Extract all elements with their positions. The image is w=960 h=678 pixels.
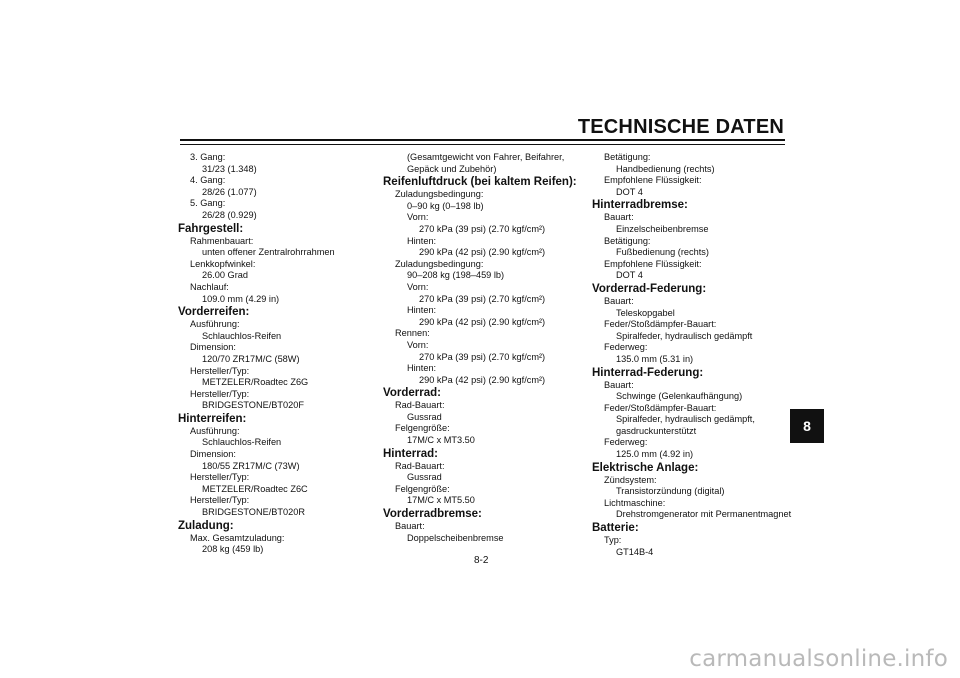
- section-heading: Batterie:: [592, 522, 639, 535]
- spec-value: Gussrad: [407, 411, 442, 422]
- spec-value: 31/23 (1.348): [202, 163, 257, 174]
- spec-label: Hersteller/Typ:: [190, 365, 250, 376]
- spec-label: Max. Gesamtzuladung:: [190, 532, 285, 543]
- spec-value: gasdruckunterstützt: [616, 425, 697, 436]
- page-title: TECHNISCHE DATEN: [577, 116, 784, 138]
- section-heading: Hinterrad:: [383, 447, 438, 460]
- spec-value: 270 kPa (39 psi) (2.70 kgf/cm²): [419, 293, 546, 304]
- spec-value: 135.0 mm (5.31 in): [616, 353, 694, 364]
- section-heading: Reifenluftdruck (bei kaltem Reifen):: [383, 176, 577, 189]
- spec-label: 4. Gang:: [190, 175, 226, 186]
- spec-label: Feder/Stoßdämpfer-Bauart:: [604, 402, 717, 413]
- spec-value: Transistorzündung (digital): [616, 486, 725, 497]
- spec-value: Vorn:: [407, 339, 429, 350]
- section-heading: Hinterreifen:: [178, 412, 247, 425]
- spec-value: unten offener Zentralrohrrahmen: [202, 247, 335, 258]
- section-heading: Elektrische Anlage:: [592, 461, 699, 474]
- spec-value: Fußbedienung (rechts): [616, 247, 709, 258]
- spec-label: Zuladungsbedingung:: [395, 258, 484, 269]
- spec-label: 5. Gang:: [190, 198, 226, 209]
- section-heading: Hinterradbremse:: [592, 199, 688, 212]
- spec-value: 270 kPa (39 psi) (2.70 kgf/cm²): [419, 351, 546, 362]
- spec-value: Spiralfeder, hydraulisch gedämpft,: [616, 414, 755, 425]
- spec-label: Betätigung:: [604, 235, 651, 246]
- spec-value: 28/26 (1.077): [202, 186, 257, 197]
- section-heading: Vorderradbremse:: [383, 508, 482, 521]
- spec-value: Vorn:: [407, 212, 429, 223]
- spec-label: Felgengröße:: [395, 483, 450, 494]
- spec-label: Bauart:: [604, 295, 634, 306]
- spec-value: BRIDGESTONE/BT020F: [202, 400, 304, 411]
- page-number: 8-2: [474, 555, 489, 566]
- spec-label: Typ:: [604, 535, 622, 546]
- spec-value: 26.00 Grad: [202, 270, 248, 281]
- spec-value: Hinten:: [407, 363, 437, 374]
- spec-label: Hersteller/Typ:: [190, 472, 250, 483]
- spec-value: DOT 4: [616, 186, 643, 197]
- spec-value: Hinten:: [407, 305, 437, 316]
- spec-value: 109.0 mm (4.29 in): [202, 293, 280, 304]
- spec-value: Handbedienung (rechts): [616, 163, 715, 174]
- spec-value: 290 kPa (42 psi) (2.90 kgf/cm²): [419, 316, 546, 327]
- header-rule-thick: [180, 139, 785, 141]
- spec-value: 290 kPa (42 psi) (2.90 kgf/cm²): [419, 374, 546, 385]
- spec-value: 208 kg (459 lb): [202, 544, 264, 555]
- spec-value: Drehstromgenerator mit Permanentmagnet: [616, 509, 792, 520]
- spec-value: METZELER/Roadtec Z6G: [202, 377, 309, 388]
- spec-value: Gepäck und Zubehör): [407, 163, 497, 174]
- spec-value: Teleskopgabel: [616, 307, 675, 318]
- spec-label: Lichtmaschine:: [604, 497, 666, 508]
- section-heading: Vorderrad:: [383, 387, 441, 400]
- spec-label: Bauart:: [604, 379, 634, 390]
- spec-label: Betätigung:: [604, 152, 651, 162]
- spec-label: Hersteller/Typ:: [190, 388, 250, 399]
- section-heading: Fahrgestell:: [178, 222, 244, 235]
- spec-value: 0–90 kg (0–198 lb): [407, 200, 484, 211]
- spec-value: GT14B-4: [616, 546, 654, 557]
- spec-value: 120/70 ZR17M/C (58W): [202, 353, 300, 364]
- spec-label: Rad-Bauart:: [395, 400, 445, 411]
- header-rule-thin: [180, 144, 785, 145]
- watermark: carmanualsonline.info: [689, 646, 948, 672]
- spec-value: DOT 4: [616, 270, 643, 281]
- spec-value: Gussrad: [407, 472, 442, 483]
- spec-label: Lenkkopfwinkel:: [190, 258, 256, 269]
- spec-label: Rad-Bauart:: [395, 460, 445, 471]
- spec-label: Federweg:: [604, 437, 648, 448]
- spec-label: 3. Gang:: [190, 152, 226, 162]
- spec-label: Feder/Stoßdämpfer-Bauart:: [604, 319, 717, 330]
- spec-label: Ausführung:: [190, 425, 240, 436]
- spec-label: Zündsystem:: [604, 474, 657, 485]
- spec-label: Dimension:: [190, 342, 236, 353]
- spec-value: Spiralfeder, hydraulisch gedämpft: [616, 330, 753, 341]
- spec-label: Bauart:: [395, 521, 425, 532]
- spec-value: METZELER/Roadtec Z6C: [202, 483, 308, 494]
- spec-value: 26/28 (0.929): [202, 209, 257, 220]
- spec-value: 17M/C x MT3.50: [407, 435, 475, 446]
- spec-value: 125.0 mm (4.92 in): [616, 449, 694, 460]
- spec-label: Ausführung:: [190, 319, 240, 330]
- spec-label: Empfohlene Flüssigkeit:: [604, 175, 702, 186]
- spec-value: Schlauchlos-Reifen: [202, 330, 282, 341]
- spec-label: Hersteller/Typ:: [190, 495, 250, 506]
- spec-value: 290 kPa (42 psi) (2.90 kgf/cm²): [419, 247, 546, 258]
- spec-label: Federweg:: [604, 342, 648, 353]
- spec-label: Empfohlene Flüssigkeit:: [604, 258, 702, 269]
- spec-value: BRIDGESTONE/BT020R: [202, 507, 305, 518]
- spec-value: Schwinge (Gelenkaufhängung): [616, 391, 743, 402]
- chapter-tab: 8: [790, 409, 824, 443]
- section-heading: Zuladung:: [178, 519, 234, 532]
- spec-label: Felgengröße:: [395, 423, 450, 434]
- spec-label: Dimension:: [190, 449, 236, 460]
- spec-column-1: [178, 152, 378, 556]
- spec-value: 90–208 kg (198–459 lb): [407, 270, 505, 281]
- spec-label: Bauart:: [604, 212, 634, 223]
- spec-label: Rennen:: [395, 328, 430, 339]
- spec-value: (Gesamtgewicht von Fahrer, Beifahrer,: [407, 152, 565, 162]
- spec-value: 17M/C x MT5.50: [407, 495, 475, 506]
- spec-value: 180/55 ZR17M/C (73W): [202, 460, 300, 471]
- spec-column-3: [592, 152, 792, 558]
- spec-label: Nachlauf:: [190, 281, 229, 292]
- spec-value: Einzelscheibenbremse: [616, 223, 709, 234]
- spec-column-2: [383, 152, 583, 544]
- section-heading: Hinterrad-Federung:: [592, 366, 704, 379]
- spec-value: Hinten:: [407, 235, 437, 246]
- spec-label: Rahmenbauart:: [190, 235, 254, 246]
- spec-value: Vorn:: [407, 281, 429, 292]
- spec-label: Zuladungsbedingung:: [395, 189, 484, 200]
- spec-value: 270 kPa (39 psi) (2.70 kgf/cm²): [419, 223, 546, 234]
- section-heading: Vorderrad-Federung:: [592, 282, 707, 295]
- spec-value: Schlauchlos-Reifen: [202, 437, 282, 448]
- spec-value: Doppelscheibenbremse: [407, 532, 504, 543]
- section-heading: Vorderreifen:: [178, 306, 250, 319]
